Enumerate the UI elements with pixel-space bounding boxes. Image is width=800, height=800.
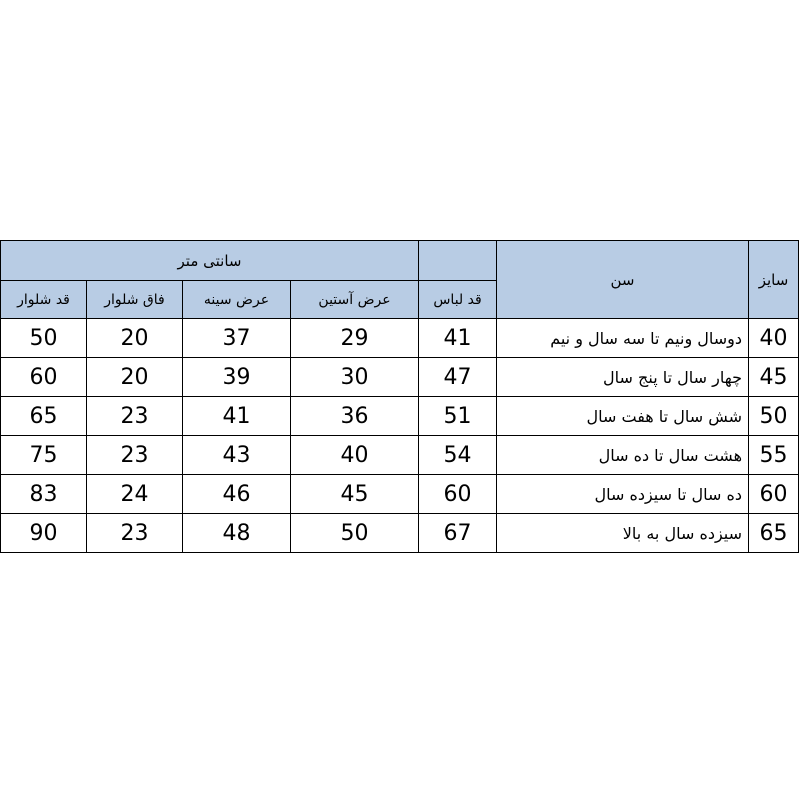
- header-size: سایز: [749, 241, 799, 319]
- dress-length-cell: 41: [419, 319, 497, 358]
- age-cell: چهار سال تا پنج سال: [497, 358, 749, 397]
- age-cell: دوسال ونیم تا سه سال و نیم: [497, 319, 749, 358]
- dress-length-cell: 67: [419, 514, 497, 553]
- sleeve-width-cell: 45: [291, 475, 419, 514]
- size-chart-table: [0, 240, 799, 553]
- chest-width-cell: 48: [183, 514, 291, 553]
- crotch-cell: 24: [87, 475, 183, 514]
- table-row: [1, 514, 799, 553]
- size-cell: 40: [749, 319, 799, 358]
- header-sleeve-width: عرض آستین: [291, 281, 419, 319]
- table-row: [1, 475, 799, 514]
- chest-width-cell: 43: [183, 436, 291, 475]
- age-cell: ده سال تا سیزده سال: [497, 475, 749, 514]
- dress-length-cell: 60: [419, 475, 497, 514]
- pants-length-cell: 75: [1, 436, 87, 475]
- header-crotch: فاق شلوار: [87, 281, 183, 319]
- crotch-cell: 20: [87, 358, 183, 397]
- pants-length-cell: 65: [1, 397, 87, 436]
- crotch-cell: 23: [87, 514, 183, 553]
- header-pants-length: قد شلوار: [1, 281, 87, 319]
- size-cell: 45: [749, 358, 799, 397]
- header-age: سن: [497, 241, 749, 319]
- sleeve-width-cell: 40: [291, 436, 419, 475]
- pants-length-cell: 60: [1, 358, 87, 397]
- crotch-cell: 20: [87, 319, 183, 358]
- header-centimeter: سانتی متر: [1, 241, 419, 281]
- sleeve-width-cell: 36: [291, 397, 419, 436]
- header-chest-width: عرض سینه: [183, 281, 291, 319]
- table-row: [1, 319, 799, 358]
- size-cell: 60: [749, 475, 799, 514]
- crotch-cell: 23: [87, 436, 183, 475]
- crotch-cell: 23: [87, 397, 183, 436]
- chest-width-cell: 37: [183, 319, 291, 358]
- pants-length-cell: 50: [1, 319, 87, 358]
- size-cell: 65: [749, 514, 799, 553]
- size-cell: 50: [749, 397, 799, 436]
- dress-length-cell: 47: [419, 358, 497, 397]
- size-cell: 55: [749, 436, 799, 475]
- pants-length-cell: 83: [1, 475, 87, 514]
- sleeve-width-cell: 50: [291, 514, 419, 553]
- table-row: [1, 358, 799, 397]
- header-blank-cell: [419, 241, 497, 281]
- dress-length-cell: 51: [419, 397, 497, 436]
- sleeve-width-cell: 30: [291, 358, 419, 397]
- dress-length-cell: 54: [419, 436, 497, 475]
- sleeve-width-cell: 29: [291, 319, 419, 358]
- age-cell: شش سال تا هفت سال: [497, 397, 749, 436]
- pants-length-cell: 90: [1, 514, 87, 553]
- table-row: [1, 436, 799, 475]
- table-row: [1, 397, 799, 436]
- age-cell: سیزده سال به بالا: [497, 514, 749, 553]
- age-cell: هشت سال تا ده سال: [497, 436, 749, 475]
- chest-width-cell: 41: [183, 397, 291, 436]
- header-dress-length: قد لباس: [419, 281, 497, 319]
- chest-width-cell: 39: [183, 358, 291, 397]
- chest-width-cell: 46: [183, 475, 291, 514]
